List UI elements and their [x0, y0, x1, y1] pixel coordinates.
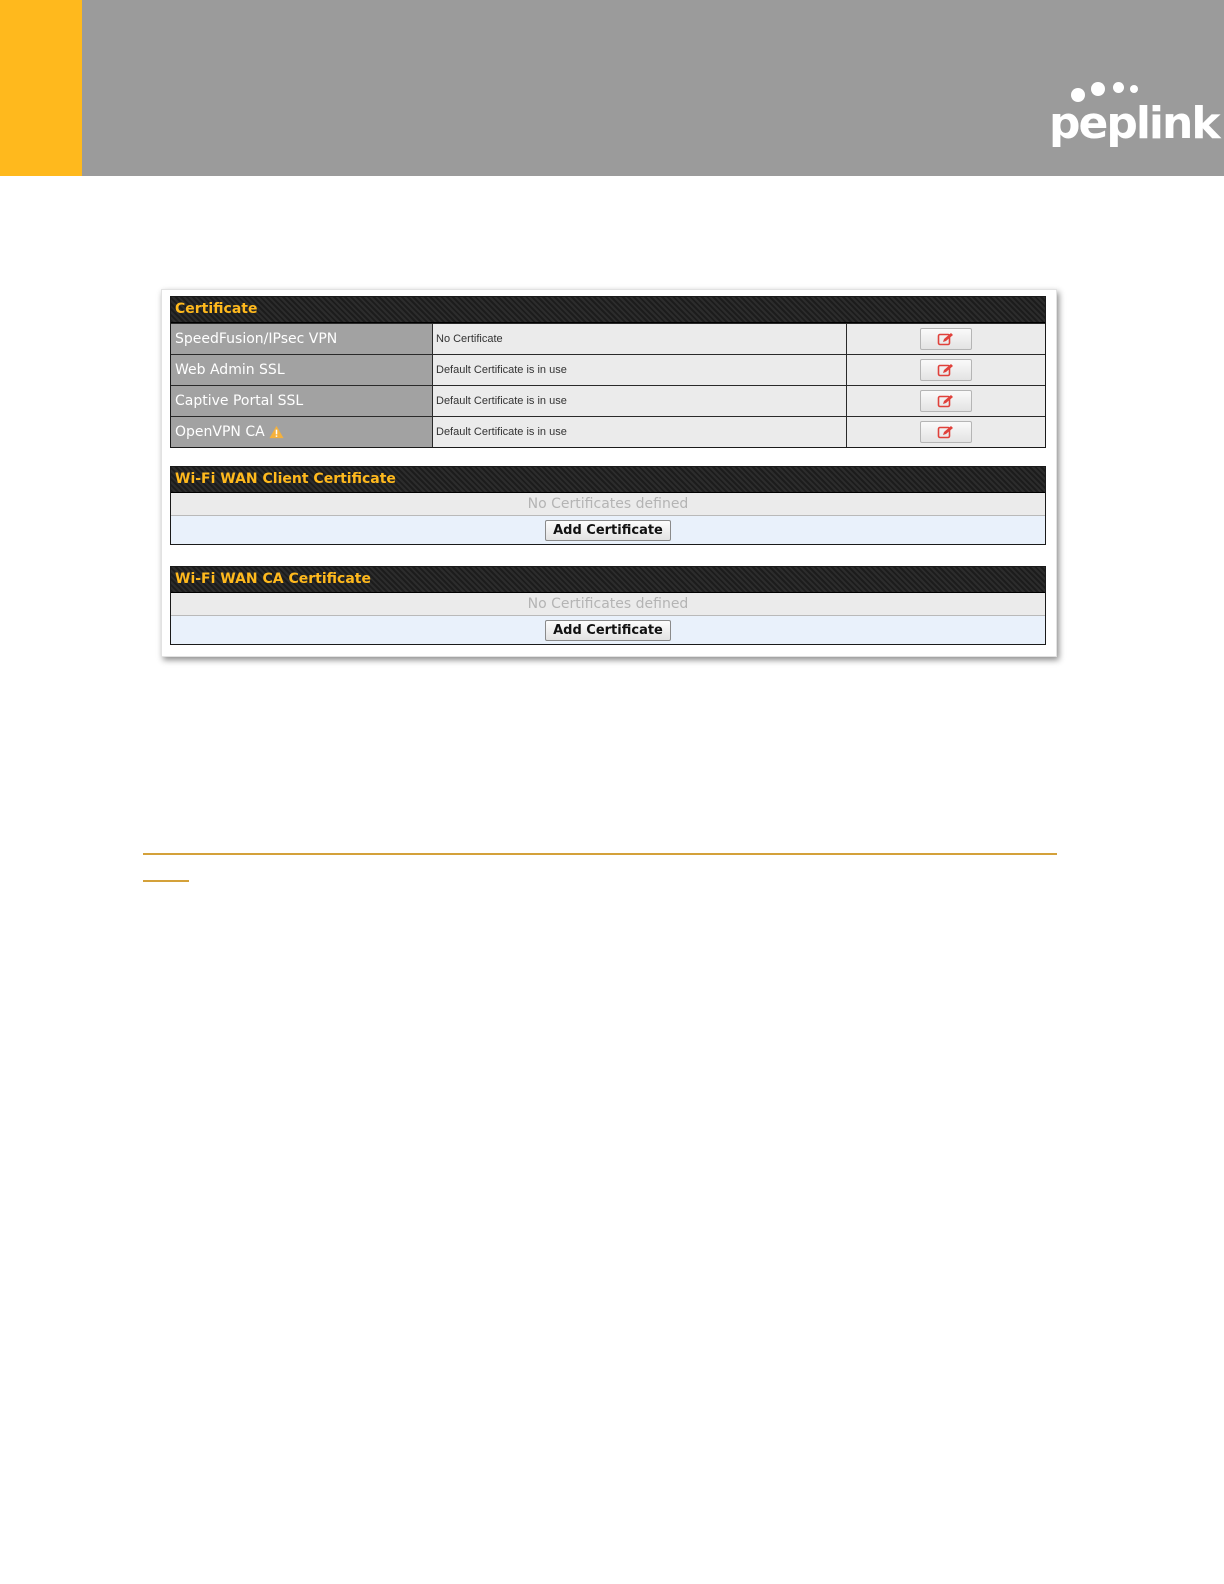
certificate-section-title: Certificate — [171, 297, 1045, 323]
peplink-logo — [1049, 80, 1219, 154]
edit-icon — [937, 332, 955, 346]
cert-row-speedfusion — [171, 323, 1045, 354]
edit-captive-portal-ssl-button[interactable] — [920, 390, 972, 412]
wifi-wan-ca-cert-title: Wi-Fi WAN CA Certificate — [171, 567, 1045, 593]
section-divider-short — [143, 880, 189, 882]
cert-value: Default Certificate is in use — [433, 417, 847, 447]
no-certificates-message: No Certificates defined — [171, 593, 1045, 616]
edit-web-admin-ssl-button[interactable] — [920, 359, 972, 381]
cert-row-captive-portal-ssl — [171, 385, 1045, 416]
edit-icon — [937, 425, 955, 439]
cert-row-web-admin-ssl — [171, 354, 1045, 385]
cert-value: Default Certificate is in use — [433, 355, 847, 385]
wifi-wan-ca-cert-section — [170, 566, 1046, 645]
logo-wordmark: peplink — [1049, 98, 1219, 149]
warning-icon — [269, 425, 284, 439]
cert-label: OpenVPN CA — [175, 424, 265, 440]
certificate-panel — [161, 289, 1057, 657]
wifi-wan-client-cert-title: Wi-Fi WAN Client Certificate — [171, 467, 1045, 493]
cert-value: Default Certificate is in use — [433, 386, 847, 416]
wifi-wan-client-cert-section — [170, 466, 1046, 545]
cert-value: No Certificate — [433, 324, 847, 354]
cert-label: SpeedFusion/IPsec VPN — [175, 331, 338, 347]
edit-icon — [937, 394, 955, 408]
cert-row-openvpn-ca — [171, 416, 1045, 447]
page-header — [0, 0, 1224, 176]
add-client-certificate-button[interactable]: Add Certificate — [545, 520, 671, 541]
edit-icon — [937, 363, 955, 377]
add-ca-certificate-button[interactable]: Add Certificate — [545, 620, 671, 641]
cert-label: Web Admin SSL — [175, 362, 285, 378]
header-accent-bar — [0, 0, 82, 176]
edit-openvpn-ca-button[interactable] — [920, 421, 972, 443]
cert-label: Captive Portal SSL — [175, 393, 304, 409]
section-divider — [143, 853, 1057, 855]
no-certificates-message: No Certificates defined — [171, 493, 1045, 516]
edit-speedfusion-button[interactable] — [920, 328, 972, 350]
certificate-section — [170, 296, 1046, 448]
